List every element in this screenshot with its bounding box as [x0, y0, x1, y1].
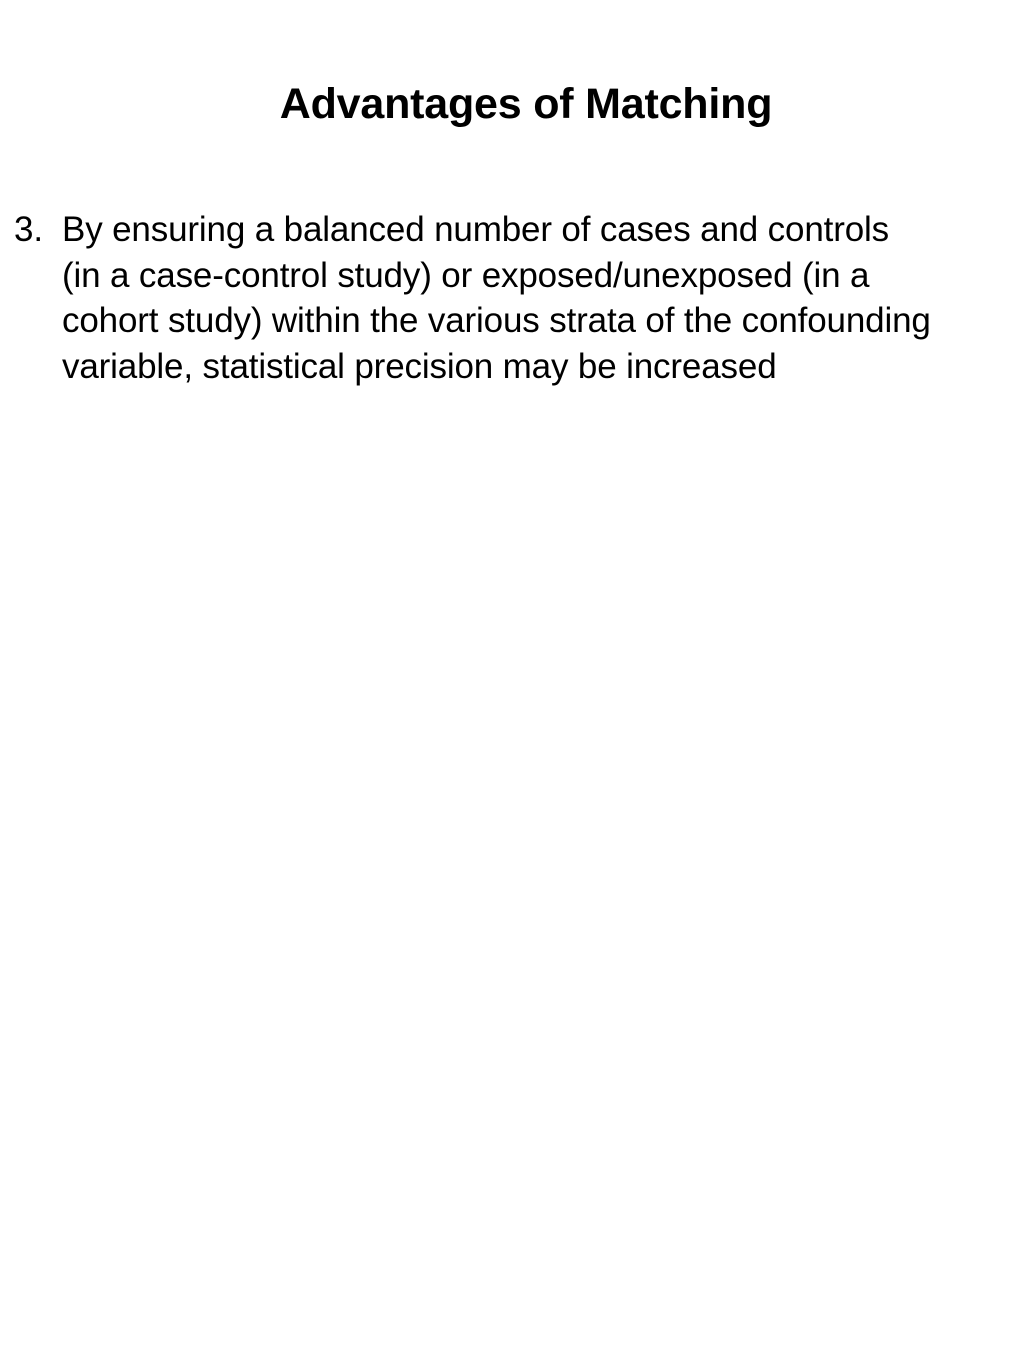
text-line: variable, statistical precision may be increased [62, 346, 777, 386]
list-item-number: 3. [14, 210, 43, 249]
text-line: (in a case-control study) or exposed/unexposed (in a [62, 255, 870, 295]
slide-title: Advantages of Matching [279, 80, 773, 128]
text-line: By ensuring a balanced number of cases and controls [62, 210, 890, 249]
list-item-text [14, 207, 1022, 389]
text-line: cohort study) within the various strata of the confounding [62, 301, 931, 340]
list-item [14, 207, 1022, 389]
